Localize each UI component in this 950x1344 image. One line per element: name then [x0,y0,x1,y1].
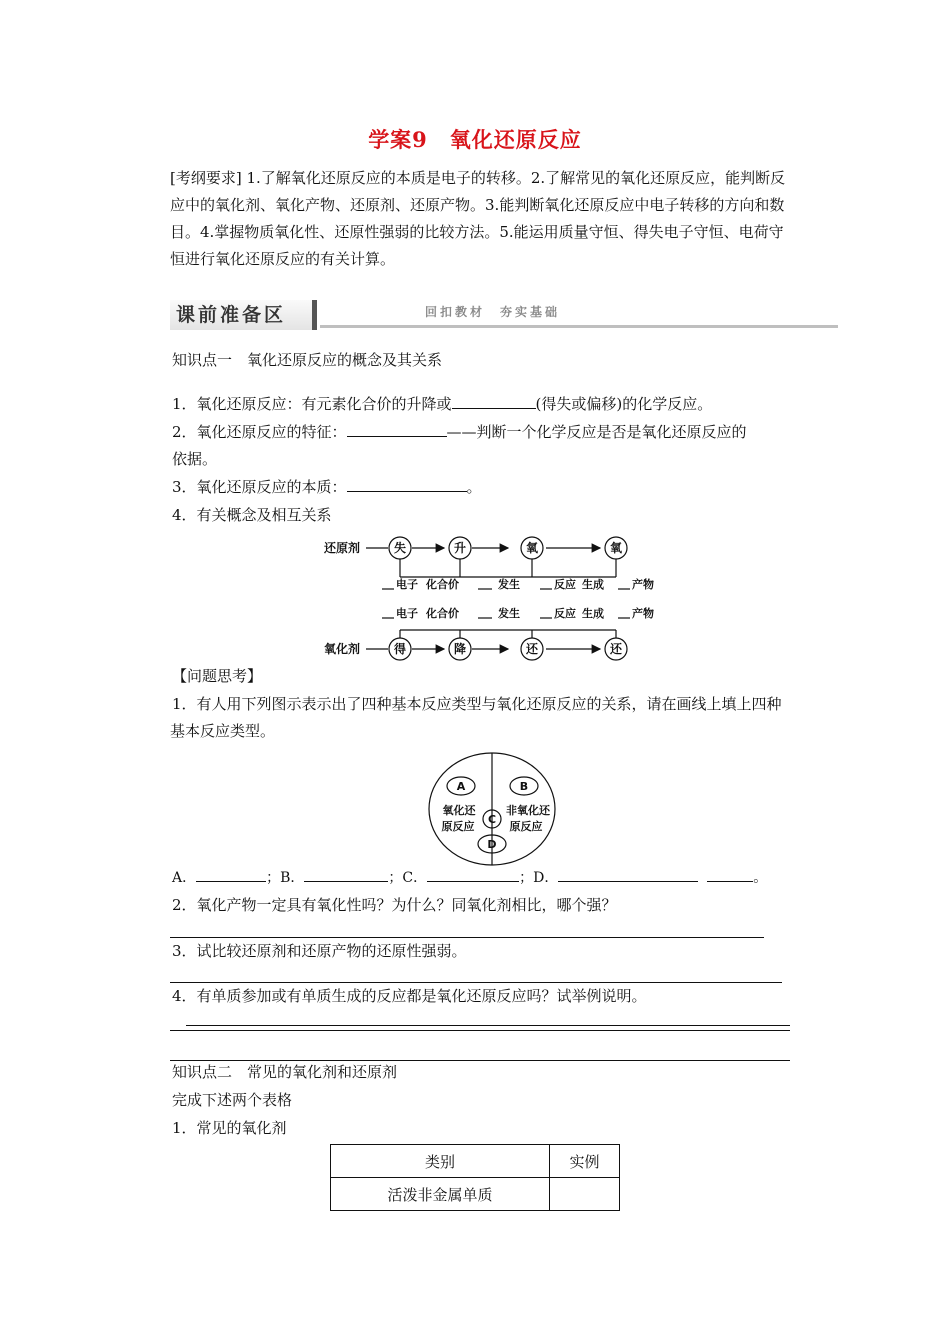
banner-subtitle: 回扣教材 夯实基础 [425,305,561,319]
kp2-instruction: 完成下述两个表格 [172,1091,293,1109]
venn-b: B [519,780,529,793]
table-cell-example[interactable] [550,1178,620,1211]
answer-c-blank[interactable] [427,867,519,882]
q1-answers [172,867,767,887]
kp1-item1 [172,393,712,414]
question-4: 4．有单质参加或有单质生成的反应都是氧化还原反应吗？试举例说明。 [172,987,647,1005]
row2-reaction: 反应 [554,607,576,620]
kp1-item2 [172,421,747,442]
circle-reduction: 还 [525,642,539,656]
kp1-item3-text-b: 。 [466,478,482,496]
circle-reduction-product: 还 [609,642,623,656]
row1-occur: 发生 [498,578,520,591]
venn-c: C [487,813,497,826]
kp1-heading: 知识点一 氧化还原反应的概念及其关系 [172,351,443,369]
venn-a: A [456,780,466,793]
answer-line[interactable] [170,937,764,938]
venn-right-line1: 非氧化还 [506,804,550,817]
kp1-item2-text-b: ——判断一个化学反应是否是氧化还原反应的 [446,423,747,441]
answer-c-label: ；C． [388,870,428,886]
row2-produce: 生成 [582,607,604,620]
page-title: 学案9 氧化还原反应 [368,127,582,152]
answer-b-label: ；B． [266,870,305,886]
question-2: 2．氧化产物一定具有氧化性吗？为什么？同氧化剂相比，哪个强？ [172,896,617,914]
row1-reaction: 反应 [554,578,576,591]
syllabus-label: [考纲要求] [170,169,242,187]
question-1: 1．有人用下列图示表示出了四种基本反应类型与氧化还原反应的关系，请在画线上填上四种基本反应类型。 [170,695,782,740]
kp1-item4: 4．有关概念及相互关系 [172,506,332,524]
answer-end: 。 [753,870,768,886]
table-row [331,1178,620,1211]
venn-left-line2: 原反应 [441,820,475,833]
oxidant-table [330,1144,620,1211]
banner-rule [320,325,838,328]
kp1-item3-text-a: 3．氧化还原反应的本质： [172,478,347,496]
circle-oxidation: 氧 [525,541,539,555]
fill-blank[interactable] [452,394,536,409]
fill-blank[interactable] [347,477,467,492]
kp1-item2-text-a: 2．氧化还原反应的特征： [172,423,347,441]
row1-valence: 化合价 [426,578,459,591]
answer-a-blank[interactable] [196,867,266,882]
circle-fall: 降 [453,642,467,656]
answer-a-label: A． [172,870,197,886]
row2-valence: 化合价 [426,607,459,620]
circle-rise: 升 [453,541,467,555]
kp1-item1-text-a: 1．氧化还原反应：有元素化合价的升降或 [172,395,452,413]
relation-diagram [320,530,670,666]
answer-line[interactable] [186,1025,790,1026]
reductant-label: 还原剂 [324,541,361,555]
table-header-example: 实例 [550,1145,620,1178]
oxidant-label: 氧化剂 [324,642,361,656]
answer-line[interactable] [170,1030,790,1031]
answer-d-label: ；D． [519,870,559,886]
kp1-item2-cont: 依据。 [172,450,218,468]
row1-electron: 电子 [396,578,418,591]
row1-product: 产物 [632,578,654,591]
syllabus-paragraph [170,165,790,273]
venn-diagram [425,750,560,868]
row2-product: 产物 [632,607,654,620]
kp2-item1: 1．常见的氧化剂 [172,1119,287,1137]
banner-title: 课前准备区 [170,300,312,330]
syllabus-text: 1.了解氧化还原反应的本质是电子的转移。2.了解常见的氧化还原反应，能判断反应中的氧化剂、氧化产物、还原剂、还原产物。3.能判断氧化还原反应中电子转移的方向和数目。4.掌握物质氧化性、还原性强弱的比较方法。5.能运用质量守恒、得失电子守恒、电荷守恒进行氧化还原反应的有关计算。 [170,169,786,268]
venn-left-line1: 氧化还 [442,804,476,817]
venn-right-line2: 原反应 [509,820,543,833]
circle-gain: 得 [393,642,407,656]
table-header-row [331,1145,620,1178]
table-header-category: 类别 [331,1145,550,1178]
row2-electron: 电子 [396,607,418,620]
answer-d-blank[interactable] [558,867,698,882]
venn-d: D [487,838,497,851]
fill-blank[interactable] [347,422,447,437]
banner-divider [312,300,317,330]
circle-lose: 失 [393,541,407,555]
kp1-item1-text-b: (得失或偏移)的化学反应。 [535,395,713,413]
answer-d-blank-2[interactable] [707,867,753,882]
row1-produce: 生成 [582,578,604,591]
section-banner [170,298,838,332]
kp2-heading: 知识点二 常见的氧化剂和还原剂 [172,1063,398,1081]
table-cell-category: 活泼非金属单质 [331,1178,550,1211]
answer-b-blank[interactable] [304,867,388,882]
kp1-item3 [172,476,482,497]
circle-oxidation-product: 氧 [609,541,623,555]
row2-occur: 发生 [498,607,520,620]
question-3: 3．试比较还原剂和还原产物的还原性强弱。 [172,942,467,960]
question-heading: 【问题思考】 [172,667,263,685]
answer-line[interactable] [170,982,782,983]
